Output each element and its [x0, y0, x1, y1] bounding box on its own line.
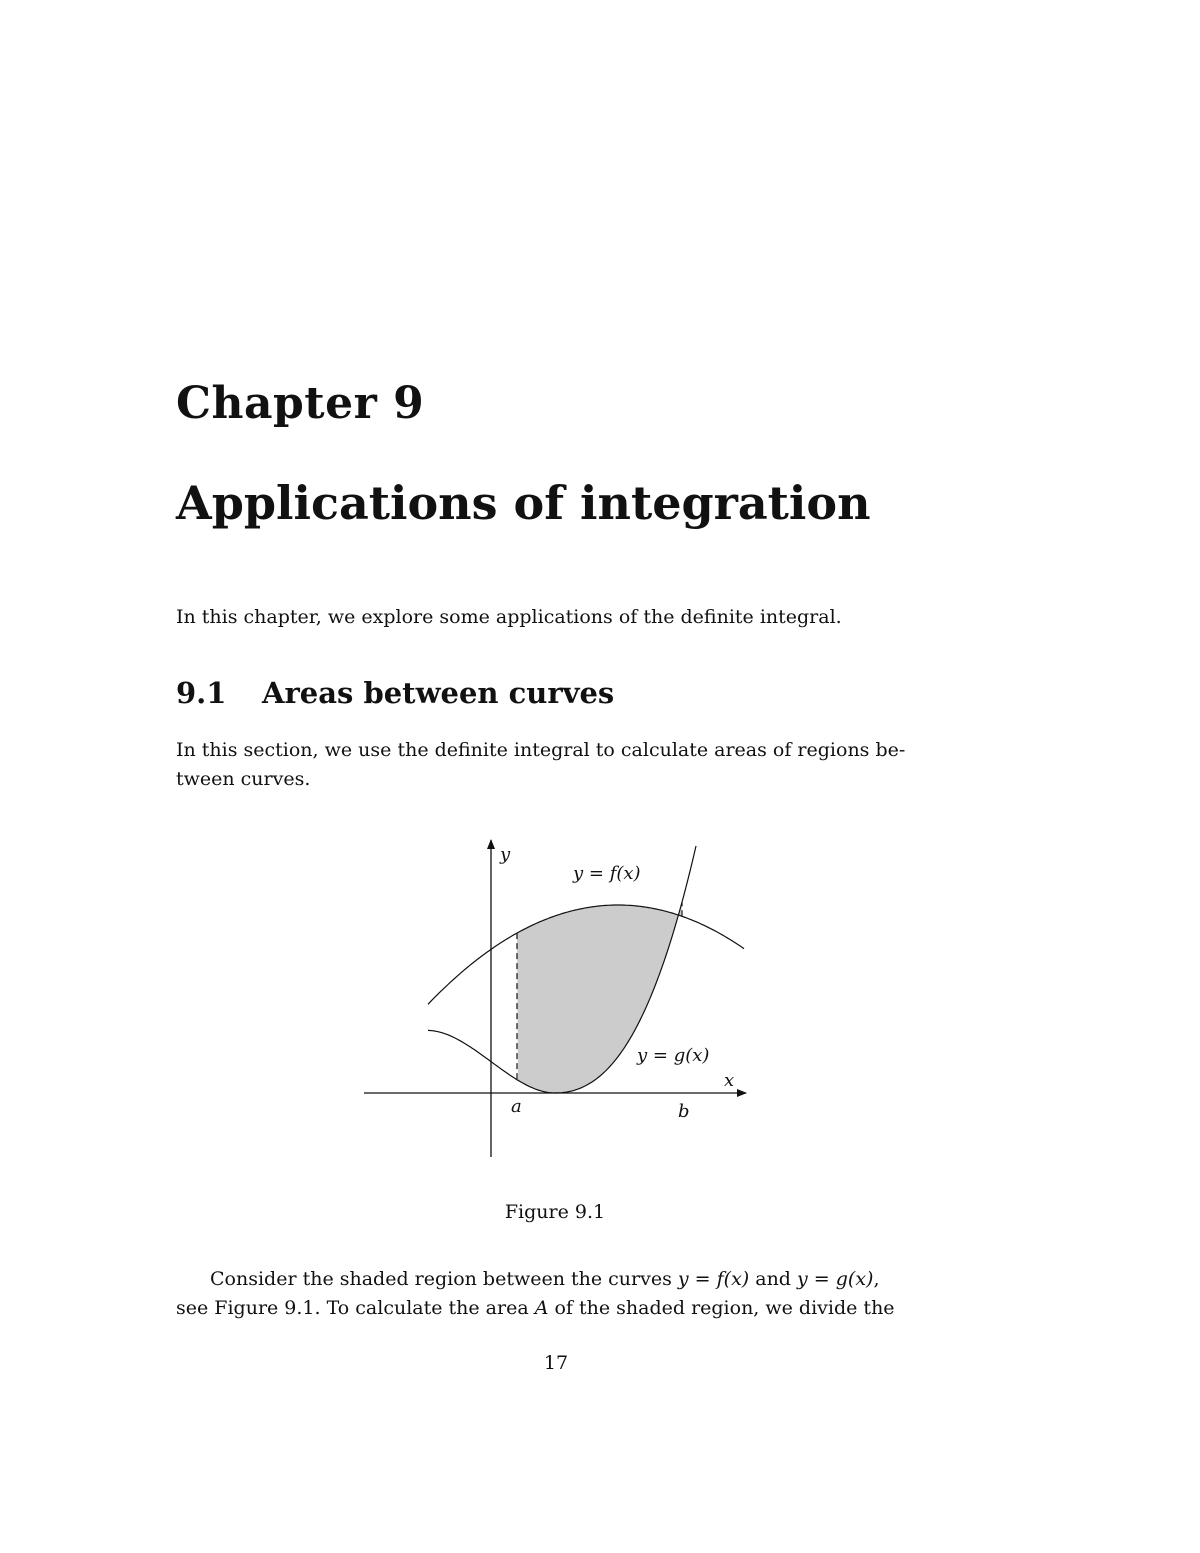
- y-axis-label: y: [500, 844, 511, 865]
- section-paragraph-line-1: In this section, we use the definite integral to calculate areas of regions be-: [176, 739, 906, 761]
- page-number: 17: [543, 1352, 569, 1374]
- b-label: b: [678, 1101, 690, 1122]
- text-run: ,: [873, 1268, 880, 1290]
- text-run: and: [749, 1268, 798, 1290]
- body-paragraph-line-1: [176, 1265, 940, 1294]
- text-run: of the shaded region, we divide the: [548, 1297, 895, 1319]
- body-paragraph-line-2: [176, 1294, 940, 1323]
- x-axis-label: x: [724, 1070, 735, 1091]
- math-A: A: [534, 1297, 549, 1319]
- body-paragraph: [176, 1265, 940, 1323]
- text-run: see Figure 9.1. To calculate the area: [176, 1297, 535, 1319]
- section-number: 9.1: [176, 676, 227, 710]
- f-curve-label: y = f(x): [573, 863, 641, 884]
- figure-caption: Figure 9.1: [504, 1201, 606, 1223]
- g-curve-label: y = g(x): [637, 1045, 710, 1066]
- chapter-title: Applications of integration: [176, 476, 871, 530]
- intro-paragraph: In this chapter, we explore some applications of the definite integral.: [176, 606, 842, 628]
- section-title: Areas between curves: [262, 676, 615, 710]
- chapter-label: Chapter 9: [176, 378, 425, 429]
- a-label: a: [511, 1096, 522, 1117]
- text-run: Consider the shaded region between the curves: [210, 1268, 678, 1290]
- section-paragraph-line-2: tween curves.: [176, 768, 311, 790]
- math-g: y = g(x): [797, 1268, 874, 1290]
- math-f: y = f(x): [677, 1268, 750, 1290]
